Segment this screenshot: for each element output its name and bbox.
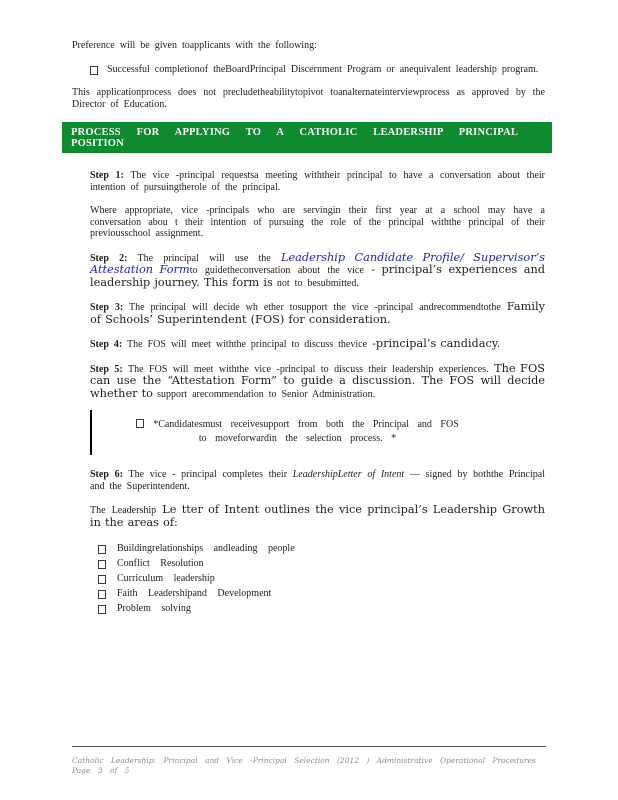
list-item-label: Faith Leadershipand Development	[117, 588, 272, 599]
text-run: Step 6:	[90, 469, 123, 480]
step-paragraph	[90, 363, 545, 401]
text-run: Successful completionof theBoardPrincipal Discernment Program or anequivalent leadership program.	[107, 63, 539, 75]
text-run: support arecommendation to Senior Administration.	[157, 388, 376, 400]
text-run: — signed by boththe Principal and the Superintendent.	[90, 469, 545, 492]
text-run: Step 3:	[90, 302, 124, 313]
text-run: Step 4:	[90, 339, 123, 350]
step-paragraph	[90, 301, 545, 326]
text-run: to moveforwardin the selection process. *	[198, 432, 397, 444]
leadership-areas-list	[98, 541, 545, 616]
list-item	[98, 541, 545, 556]
text-run: Family of Schools’ Superintendent (FOS) for consideration.	[90, 300, 545, 326]
text-run: The FOS can use the “Attestation Form” to guide a discussion. The FOS will decide whether to	[90, 361, 545, 400]
list-item	[98, 556, 545, 571]
paragraph	[90, 205, 545, 240]
note-line	[90, 418, 505, 432]
note-line	[90, 432, 505, 446]
text-run: *Candidatesmust receivesupport from both the Principal and FOS	[153, 419, 459, 430]
step-paragraph	[90, 338, 545, 351]
candidate-support-note	[90, 412, 545, 455]
list-item	[98, 571, 545, 586]
text-run: Le tter of Intent outlines the vice principal’s Leadership Growth in the areas of:	[90, 503, 545, 529]
paragraph	[72, 40, 545, 52]
square-bullet-icon	[98, 605, 106, 614]
text-run: Step 1:	[90, 170, 124, 181]
footer-line2: Page 3 of 5	[72, 765, 130, 775]
square-bullet-icon	[98, 545, 106, 554]
text-run: Step 2:	[90, 252, 128, 264]
list-item-label: Curriculum leadership	[117, 573, 215, 584]
square-bullet-icon	[90, 66, 98, 75]
text-run: - principal’s experiences and leadership journey. This form is	[90, 263, 545, 289]
text-run: not to besubmitted.	[276, 277, 359, 289]
list-item-label: Buildingrelationships andleading people	[117, 543, 295, 554]
revision-bar	[90, 410, 92, 455]
text-run: Preference will be given toapplicants with the following:	[72, 40, 317, 51]
bullet-text	[107, 64, 545, 76]
text-run: The Leadership	[90, 505, 163, 516]
step-paragraph	[90, 252, 545, 290]
paragraph	[90, 504, 545, 529]
square-bullet-icon	[98, 575, 106, 584]
bullet-item	[90, 64, 545, 76]
square-bullet-icon	[98, 560, 106, 569]
step-paragraph	[90, 170, 545, 193]
text-run: -principal’s candidacy.	[372, 337, 501, 350]
text-run: The vice -principal requestsa meeting withtheir principal to have a conversation about their intention of pursuingtherole of the principal.	[90, 170, 545, 193]
text-run: The FOS will meet withthe vice -principal to discuss their leadership experiences.	[122, 363, 495, 375]
footer	[72, 746, 546, 775]
text-run: The vice - principal completes their	[122, 469, 293, 480]
text-run: Where appropriate, vice -principals who are servingin their first year at a school may have a conversation abou t their intention of pursuing the role of the principal withthe principal of their previousschool assignment.	[90, 205, 545, 239]
text-run: The FOS will meet withthe principal to discuss thevice	[122, 339, 373, 350]
square-bullet-icon	[136, 419, 144, 428]
paragraph	[72, 87, 545, 110]
text-run: This applicationprocess does not precludetheabilitytopivot toanalternateinterviewprocess as approved by the Director of Education.	[72, 87, 545, 110]
text-run: The principal will use the	[127, 252, 281, 264]
section-banner-title: PROCESS FOR APPLYING TO A CATHOLIC LEADERSHIP PRINCIPAL POSITION	[62, 122, 552, 153]
square-bullet-icon	[98, 590, 106, 599]
text-run: to guidetheconversation about the vice	[189, 265, 372, 276]
step-paragraph	[90, 469, 545, 492]
list-item-label: Problem solving	[117, 603, 191, 614]
footer-line1: Catholic Leadership: Principal and Vice -Principal Selection (2012 ) Administrative Operational Procedures	[72, 756, 536, 765]
list-item	[98, 601, 545, 616]
attestation-form-link[interactable]: Leadership Candidate Profile/ Supervisor’s Attestation Form	[90, 250, 545, 276]
list-item-label: Conflict Resolution	[117, 558, 204, 569]
text-run: Step 5:	[90, 363, 123, 375]
text-run: LeadershipLetter of Intent	[292, 469, 405, 480]
text-run: The principal will decide wh ether tosupport the vice -principal andrecommendtothe	[123, 302, 507, 313]
list-item	[98, 586, 545, 601]
